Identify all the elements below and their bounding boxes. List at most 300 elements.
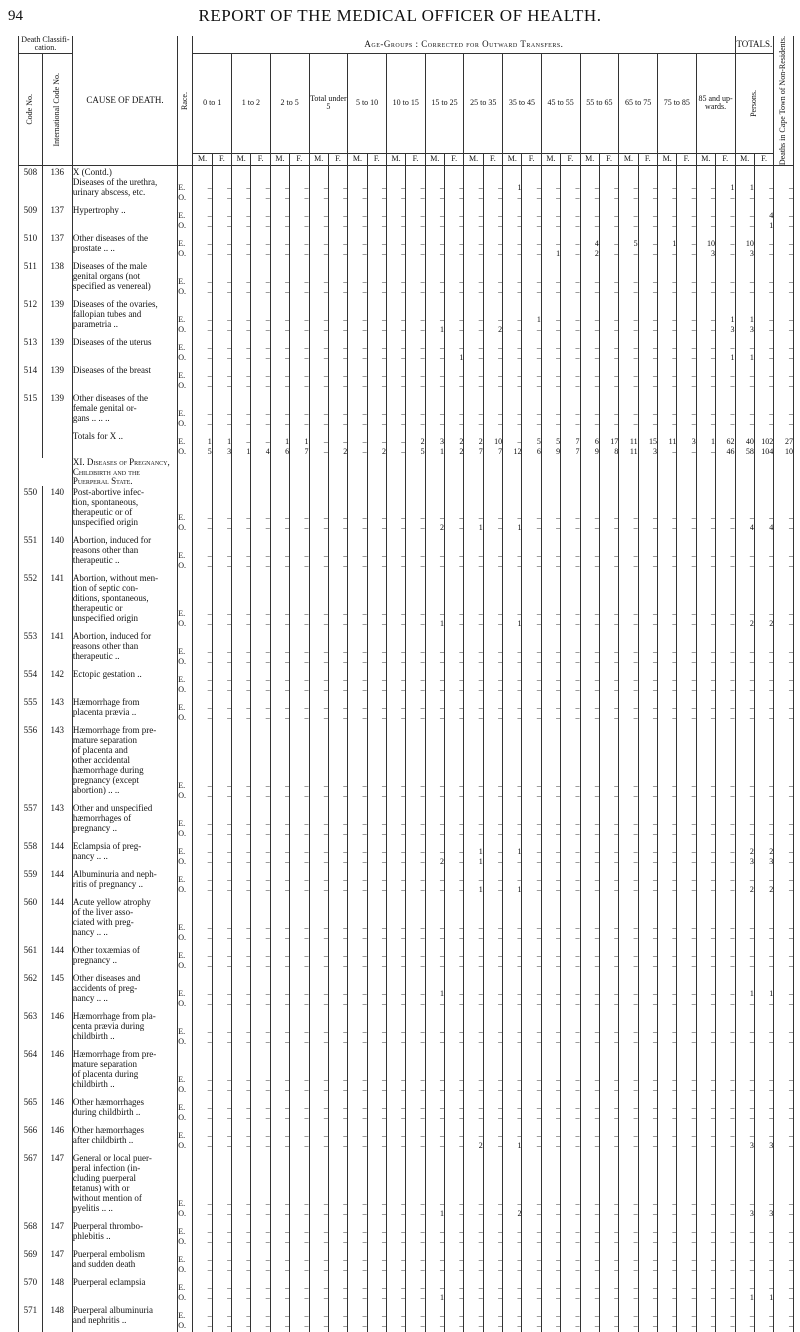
value-cell: – – <box>270 1248 289 1276</box>
value-cell: – 2 <box>503 1152 522 1220</box>
value-cell: – – <box>696 486 715 534</box>
value-cell: – – <box>735 1048 754 1096</box>
value-cell: – – <box>638 1304 657 1332</box>
value-cell: – – <box>386 630 405 668</box>
value-cell: – – <box>638 840 657 868</box>
value-cell: – – <box>599 1010 618 1048</box>
value-cell: – – <box>522 1048 541 1096</box>
value-cell: – – <box>348 572 367 630</box>
value-cell: – – <box>270 1220 289 1248</box>
value-cell: – – <box>348 1248 367 1276</box>
value-cell: – – <box>599 724 618 802</box>
value-cell: – – <box>193 364 212 392</box>
value-cell: – – <box>290 204 309 232</box>
value-cell: – – <box>541 1152 560 1220</box>
value-cell: – – <box>386 204 405 232</box>
value-cell: – – <box>580 260 599 298</box>
value-cell: – – <box>445 534 464 572</box>
value-cell: – – <box>716 896 735 944</box>
value-cell: – – <box>522 364 541 392</box>
value-cell: – – <box>386 944 405 972</box>
value-cell: – – <box>483 1220 502 1248</box>
value-cell: – – <box>677 260 696 298</box>
value-cell: – – <box>386 1010 405 1048</box>
female-subheader: F. <box>716 154 735 166</box>
code-no: 559 <box>19 868 43 896</box>
value-cell: – – <box>696 1152 715 1220</box>
value-cell: – – <box>716 802 735 840</box>
value-cell: – – <box>774 166 794 205</box>
value-cell: – – <box>464 260 483 298</box>
value-cell: – – <box>251 572 270 630</box>
value-cell: – – <box>696 204 715 232</box>
value-cell: – – <box>367 232 386 260</box>
value-cell: – – <box>386 1048 405 1096</box>
race: E. O. <box>178 392 193 430</box>
value-cell: – – <box>619 572 638 630</box>
value-cell: – – <box>290 972 309 1010</box>
value-cell: – – <box>212 1152 231 1220</box>
female-subheader: F. <box>445 154 464 166</box>
value-cell: – – <box>309 1248 328 1276</box>
value-cell: – – <box>774 1152 794 1220</box>
value-cell: – 2 <box>328 430 347 458</box>
value-cell: – 2 <box>735 868 754 896</box>
value-cell: – – <box>232 724 251 802</box>
value-cell: – – <box>193 840 212 868</box>
value-cell: – – <box>464 166 483 205</box>
value-cell: – – <box>638 1048 657 1096</box>
value-cell: – – <box>251 668 270 696</box>
cause-of-death: Other toxæmias of pregnancy .. <box>72 944 177 972</box>
value-cell: – – <box>309 204 328 232</box>
table-row <box>19 534 794 572</box>
value-cell: 27 10 <box>774 430 794 458</box>
value-cell: – – <box>367 1152 386 1220</box>
value-cell: – – <box>561 298 580 336</box>
value-cell: – – <box>232 1048 251 1096</box>
value-cell: 1 5 <box>193 430 212 458</box>
cause-of-death: Abortion, without men- tion of septic con- ditions, spontaneous, therapeutic or unspecified origin <box>72 572 177 630</box>
value-cell: – – <box>212 336 231 364</box>
value-cell: 1 7 <box>290 430 309 458</box>
value-cell: – – <box>445 802 464 840</box>
value-cell: – – <box>348 166 367 205</box>
value-cell: – – <box>696 364 715 392</box>
value-cell: – – <box>445 1248 464 1276</box>
value-cell: – – <box>561 1276 580 1304</box>
code-no <box>19 430 43 458</box>
value-cell: – – <box>445 204 464 232</box>
male-subheader: M. <box>309 154 328 166</box>
value-cell: – – <box>290 364 309 392</box>
value-cell: – – <box>735 668 754 696</box>
value-cell: 1 3 <box>716 298 735 336</box>
value-cell: – – <box>367 1248 386 1276</box>
value-cell: – – <box>270 972 289 1010</box>
table-row <box>19 486 794 534</box>
value-cell: – – <box>696 572 715 630</box>
value-cell: – – <box>561 1124 580 1152</box>
value-cell: – – <box>212 1124 231 1152</box>
value-cell: – – <box>522 696 541 724</box>
table-row <box>19 260 794 298</box>
value-cell: – – <box>406 868 425 896</box>
value-cell: – – <box>309 1152 328 1220</box>
value-cell: – 1 <box>425 1152 444 1220</box>
value-cell: – – <box>367 336 386 364</box>
value-cell: – – <box>774 298 794 336</box>
value-cell: – – <box>328 724 347 802</box>
value-cell: – – <box>193 260 212 298</box>
value-cell: – – <box>290 1276 309 1304</box>
value-cell: – – <box>503 260 522 298</box>
race: E. O. <box>178 972 193 1010</box>
value-cell: – – <box>445 392 464 430</box>
value-cell: – – <box>580 972 599 1010</box>
value-cell: – – <box>270 1048 289 1096</box>
value-cell: – – <box>290 260 309 298</box>
value-cell: – – <box>522 534 541 572</box>
value-cell: – – <box>561 166 580 205</box>
value-cell: – – <box>251 1152 270 1220</box>
female-subheader: F. <box>561 154 580 166</box>
value-cell: – – <box>309 572 328 630</box>
value-cell: – – <box>251 204 270 232</box>
age-group-header: Total under 5 <box>309 53 348 153</box>
value-cell: – – <box>735 1096 754 1124</box>
male-subheader: M. <box>464 154 483 166</box>
value-cell: – – <box>638 1096 657 1124</box>
value-cell: – – <box>212 166 231 205</box>
value-cell: – – <box>464 668 483 696</box>
value-cell: – – <box>716 1124 735 1152</box>
value-cell: – – <box>619 298 638 336</box>
value-cell: – – <box>677 630 696 668</box>
value-cell: – – <box>754 802 773 840</box>
value-cell: – – <box>290 1048 309 1096</box>
value-cell: – – <box>638 572 657 630</box>
value-cell: – – <box>464 802 483 840</box>
race: E. O. <box>178 1276 193 1304</box>
value-cell: – 1 <box>503 868 522 896</box>
value-cell: – – <box>386 802 405 840</box>
value-cell: 11 11 <box>619 430 638 458</box>
value-cell: – – <box>483 1096 502 1124</box>
value-cell: – – <box>696 336 715 364</box>
value-cell: – – <box>367 944 386 972</box>
cause-of-death: General or local puer- peral infection (in- cluding puerperal tetanus) with or without mention of pyelitis .. .. <box>72 1152 177 1220</box>
value-cell: – – <box>193 572 212 630</box>
value-cell: – – <box>328 896 347 944</box>
value-cell: 10 7 <box>483 430 502 458</box>
value-cell: – – <box>290 840 309 868</box>
value-cell: – – <box>541 1010 560 1048</box>
value-cell: – – <box>619 1220 638 1248</box>
value-cell: – – <box>328 696 347 724</box>
value-cell: – – <box>522 572 541 630</box>
value-cell: – – <box>580 336 599 364</box>
value-cell: – – <box>774 1048 794 1096</box>
intl-code-no: 139 <box>42 336 72 364</box>
value-cell: – – <box>580 1220 599 1248</box>
value-cell: – – <box>309 336 328 364</box>
value-cell: 1 – <box>522 298 541 336</box>
value-cell: – – <box>619 944 638 972</box>
value-cell: – – <box>251 1124 270 1152</box>
value-cell: – – <box>232 802 251 840</box>
value-cell: – – <box>348 1276 367 1304</box>
value-cell: – – <box>232 1010 251 1048</box>
value-cell: – – <box>561 724 580 802</box>
value-cell: – – <box>445 972 464 1010</box>
value-cell: – – <box>638 336 657 364</box>
value-cell: – – <box>580 204 599 232</box>
value-cell: – – <box>774 802 794 840</box>
value-cell: – – <box>367 896 386 944</box>
intl-code-no: 146 <box>42 1048 72 1096</box>
cause-header: CAUSE OF DEATH. <box>72 36 177 166</box>
value-cell: – – <box>251 298 270 336</box>
intl-code-no: 146 <box>42 1096 72 1124</box>
value-cell: – – <box>774 572 794 630</box>
female-subheader: F. <box>638 154 657 166</box>
value-cell: – – <box>619 630 638 668</box>
value-cell: – – <box>716 724 735 802</box>
value-cell: 10 3 <box>696 232 715 260</box>
value-cell: – – <box>696 696 715 724</box>
value-cell: – – <box>774 260 794 298</box>
value-cell: – – <box>541 204 560 232</box>
male-subheader: M. <box>270 154 289 166</box>
value-cell: – – <box>483 534 502 572</box>
age-group-header: 15 to 25 <box>425 53 464 153</box>
value-cell: – – <box>580 392 599 430</box>
table-row <box>19 1124 794 1152</box>
value-cell: – – <box>716 204 735 232</box>
value-cell: – – <box>677 1248 696 1276</box>
value-cell: – – <box>232 1152 251 1220</box>
value-cell: – – <box>425 696 444 724</box>
value-cell: – – <box>483 668 502 696</box>
value-cell: – – <box>657 534 676 572</box>
code-no: 512 <box>19 298 43 336</box>
value-cell: – – <box>754 696 773 724</box>
value-cell: – – <box>619 364 638 392</box>
value-cell: – – <box>580 944 599 972</box>
value-cell: – – <box>716 1248 735 1276</box>
race: E. O. <box>178 260 193 298</box>
value-cell: – – <box>483 232 502 260</box>
code-no: 568 <box>19 1220 43 1248</box>
value-cell: – – <box>406 336 425 364</box>
value-cell: – – <box>406 944 425 972</box>
value-cell: – – <box>638 166 657 205</box>
value-cell: – – <box>212 392 231 430</box>
value-cell: 1 – <box>735 166 754 205</box>
value-cell: – – <box>406 260 425 298</box>
value-cell: – – <box>483 1276 502 1304</box>
value-cell: – – <box>735 392 754 430</box>
value-cell: – – <box>464 724 483 802</box>
code-no: 567 <box>19 1152 43 1220</box>
value-cell: – – <box>716 1096 735 1124</box>
value-cell: – – <box>386 696 405 724</box>
value-cell: – – <box>561 696 580 724</box>
value-cell: – – <box>386 1304 405 1332</box>
value-cell: – – <box>657 1048 676 1096</box>
value-cell: 3 1 <box>425 430 444 458</box>
value-cell: – – <box>290 1124 309 1152</box>
value-cell: – – <box>445 486 464 534</box>
value-cell: – – <box>367 392 386 430</box>
value-cell: – – <box>619 166 638 205</box>
race: E. O. <box>178 1220 193 1248</box>
value-cell: – 2 <box>367 430 386 458</box>
value-cell: – – <box>638 668 657 696</box>
value-cell: – – <box>386 166 405 205</box>
male-subheader: M. <box>232 154 251 166</box>
value-cell: – – <box>677 1220 696 1248</box>
code-no: 558 <box>19 840 43 868</box>
code-no: 569 <box>19 1248 43 1276</box>
value-cell: – – <box>445 298 464 336</box>
table-row <box>19 392 794 430</box>
race: E. O. <box>178 486 193 534</box>
value-cell: – – <box>193 668 212 696</box>
value-cell: – – <box>657 972 676 1010</box>
value-cell: – – <box>561 336 580 364</box>
code-no: 508 <box>19 166 43 205</box>
value-cell: – – <box>483 486 502 534</box>
value-cell: – – <box>696 1248 715 1276</box>
value-cell: – – <box>348 944 367 972</box>
value-cell: – – <box>599 802 618 840</box>
value-cell: – – <box>464 336 483 364</box>
value-cell: – – <box>406 204 425 232</box>
value-cell: – – <box>619 896 638 944</box>
value-cell: – – <box>638 260 657 298</box>
value-cell: 62 46 <box>716 430 735 458</box>
value-cell: – – <box>270 944 289 972</box>
table-row <box>19 896 794 944</box>
value-cell: – – <box>309 430 328 458</box>
value-cell: – – <box>251 696 270 724</box>
value-cell: – – <box>483 392 502 430</box>
value-cell: – – <box>638 868 657 896</box>
value-cell: – – <box>696 298 715 336</box>
value-cell: – – <box>716 1048 735 1096</box>
code-no: 514 <box>19 364 43 392</box>
value-cell: – 2 <box>464 1124 483 1152</box>
value-cell: – – <box>193 802 212 840</box>
value-cell: – – <box>677 1096 696 1124</box>
value-cell: 1 – <box>716 166 735 205</box>
value-cell: – – <box>367 204 386 232</box>
value-cell: 1 – <box>657 232 676 260</box>
value-cell: – – <box>483 364 502 392</box>
value-cell: – – <box>541 1220 560 1248</box>
value-cell: – – <box>580 1248 599 1276</box>
value-cell: – – <box>541 868 560 896</box>
value-cell: – – <box>774 1096 794 1124</box>
value-cell: – – <box>638 1248 657 1276</box>
value-cell: – – <box>290 724 309 802</box>
value-cell: – – <box>290 1304 309 1332</box>
value-cell: – – <box>386 534 405 572</box>
value-cell: – – <box>309 840 328 868</box>
value-cell: – – <box>367 1124 386 1152</box>
value-cell: – – <box>677 392 696 430</box>
value-cell: – – <box>425 896 444 944</box>
value-cell: – – <box>270 1276 289 1304</box>
value-cell: – – <box>290 572 309 630</box>
value-cell: – – <box>406 232 425 260</box>
value-cell: – – <box>541 336 560 364</box>
value-cell: – – <box>599 364 618 392</box>
value-cell: – – <box>541 572 560 630</box>
female-subheader: F. <box>406 154 425 166</box>
value-cell: 11 – <box>657 430 676 458</box>
table-row <box>19 630 794 668</box>
value-cell: – – <box>677 486 696 534</box>
value-cell: – – <box>599 668 618 696</box>
table-row <box>19 204 794 232</box>
value-cell: – – <box>599 336 618 364</box>
totals-header: TOTALS. <box>735 36 774 53</box>
value-cell: – – <box>677 364 696 392</box>
section-heading-row <box>19 458 794 486</box>
value-cell: – – <box>522 630 541 668</box>
value-cell: – – <box>367 868 386 896</box>
value-cell: – – <box>657 1276 676 1304</box>
value-cell: – – <box>386 232 405 260</box>
value-cell: – – <box>677 944 696 972</box>
value-cell: – – <box>503 896 522 944</box>
value-cell: – – <box>406 534 425 572</box>
value-cell: – – <box>599 260 618 298</box>
value-cell: – – <box>716 486 735 534</box>
race: E. O. <box>178 724 193 802</box>
value-cell: – – <box>328 1220 347 1248</box>
female-subheader: F. <box>522 154 541 166</box>
age-group-header: 35 to 45 <box>503 53 542 153</box>
value-cell: – – <box>561 1048 580 1096</box>
value-cell: – – <box>309 298 328 336</box>
value-cell: – – <box>638 204 657 232</box>
value-cell: – – <box>735 944 754 972</box>
race: E. O. <box>178 534 193 572</box>
value-cell: – – <box>503 336 522 364</box>
table-row <box>19 868 794 896</box>
value-cell: – – <box>774 724 794 802</box>
value-cell: – – <box>677 1124 696 1152</box>
value-cell: – – <box>367 486 386 534</box>
value-cell: – – <box>599 1124 618 1152</box>
value-cell: – – <box>774 630 794 668</box>
value-cell: – – <box>774 534 794 572</box>
value-cell: – 1 <box>464 868 483 896</box>
value-cell: – – <box>309 1220 328 1248</box>
value-cell: – – <box>696 630 715 668</box>
value-cell: – 4 <box>754 486 773 534</box>
value-cell: – – <box>754 1010 773 1048</box>
value-cell: – – <box>406 1124 425 1152</box>
value-cell: – – <box>270 1304 289 1332</box>
value-cell: – – <box>193 1276 212 1304</box>
cause-of-death: Other diseases of the female genital or- gans .. .. .. <box>72 392 177 430</box>
value-cell: – – <box>251 1248 270 1276</box>
